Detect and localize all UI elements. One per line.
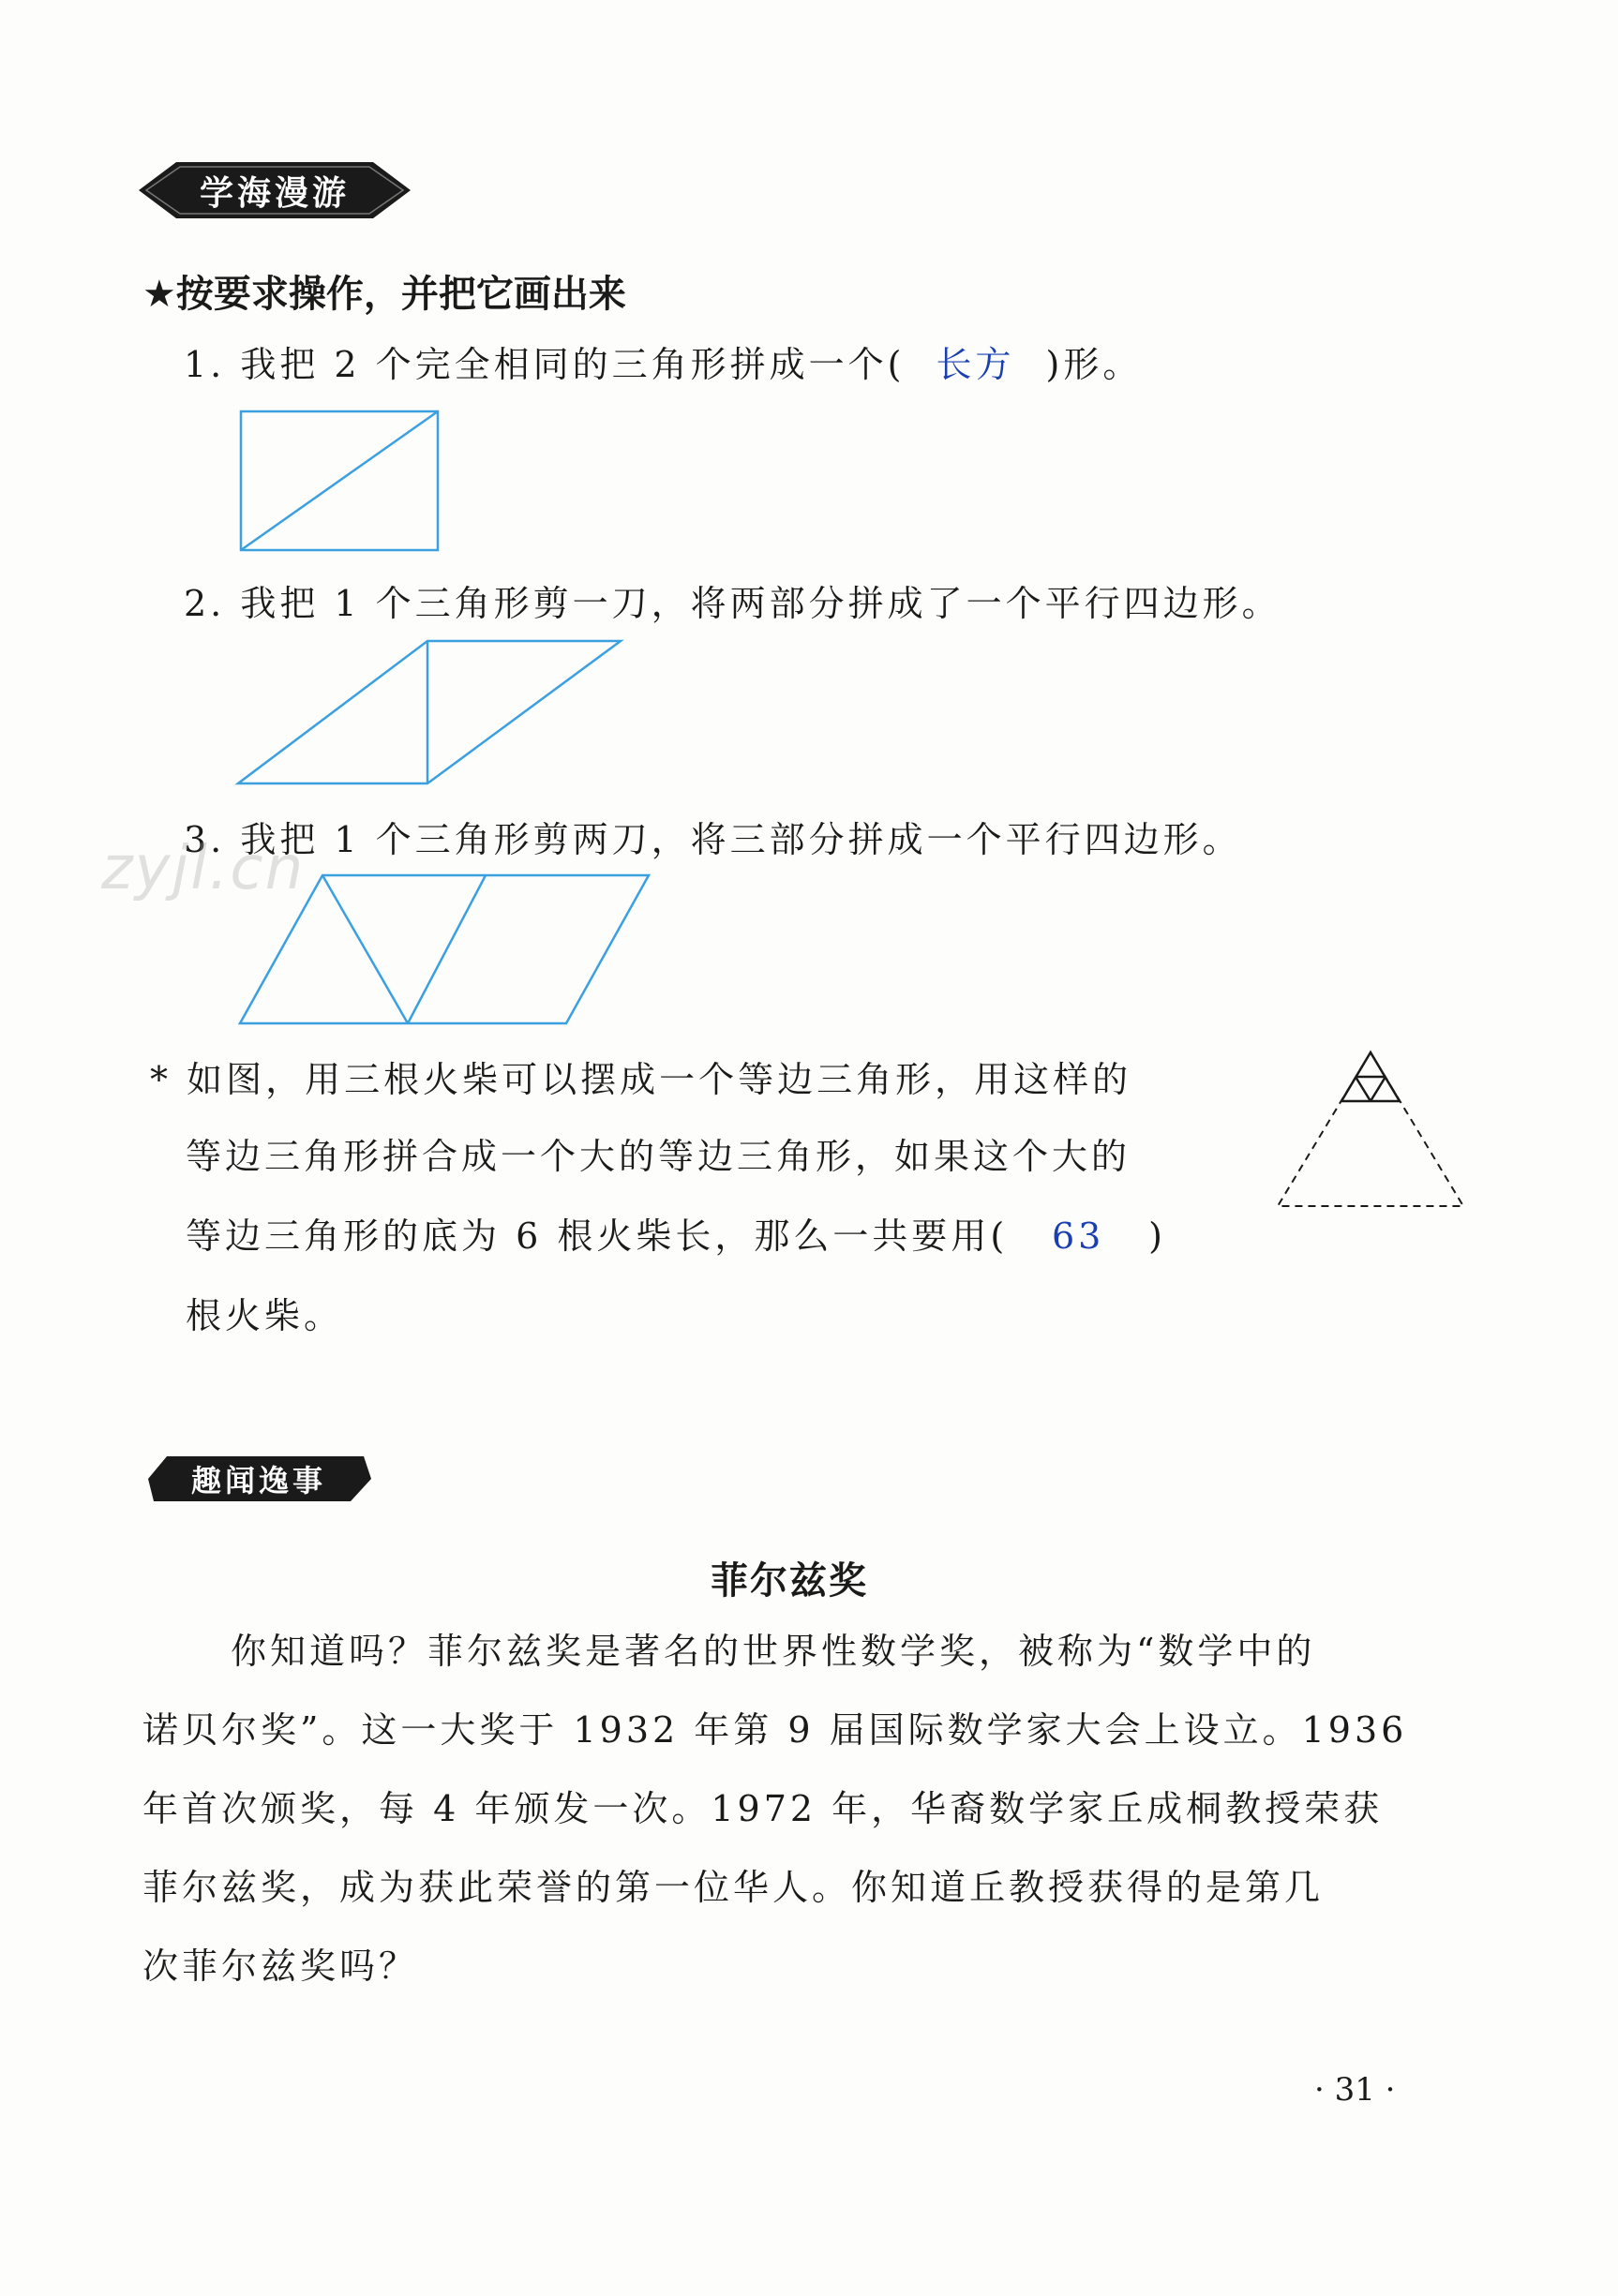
q1-answer: 长方 <box>936 344 1015 385</box>
question-4-line-2: 等边三角形拼合成一个大的等边三角形，如果这个大的 <box>186 1136 1131 1177</box>
rectangle-drawing <box>239 408 445 558</box>
matchstick-triangle-figure <box>1270 1045 1472 1214</box>
q4-answer: 63 <box>1051 1215 1105 1257</box>
q1-prefix: 1. 我把 2 个完全相同的三角形拼成一个( <box>184 344 906 385</box>
question-2: 2. 我把 1 个三角形剪一刀，将两部分拼成了一个平行四边形。 <box>184 583 1281 624</box>
q1-suffix: )形。 <box>1045 344 1143 385</box>
article-line-2: 诺贝尔奖”。这一大奖于 1932 年第 9 届国际数学家大会上设立。1936 <box>142 1709 1408 1751</box>
question-4-line-1: * 如图，用三根火柴可以摆成一个等边三角形，用这样的 <box>150 1059 1132 1100</box>
article-line-3: 年首次颁奖，每 4 年颁发一次。1972 年，华裔数学家丘成桐教授荣获 <box>142 1788 1384 1829</box>
question-3: 3. 我把 1 个三角形剪两刀，将三部分拼成一个平行四边形。 <box>184 819 1242 860</box>
q4-suffix: ) <box>1148 1215 1166 1257</box>
article-line-1: 你知道吗？菲尔兹奖是著名的世界性数学奖，被称为“数学中的 <box>231 1631 1316 1672</box>
parallelogram-drawing-1 <box>234 637 628 797</box>
page-number: · 31 · <box>1314 2071 1396 2109</box>
section-banner-quwen <box>142 1451 375 1507</box>
section-banner-xuehai <box>139 157 411 223</box>
q4-prefix: 等边三角形的底为 6 根火柴长，那么一共要用( <box>186 1215 1009 1257</box>
question-4-line-4: 根火柴。 <box>186 1295 344 1336</box>
banner-label-2: 趣闻逸事 <box>190 1463 326 1498</box>
article-title: 菲尔兹奖 <box>711 1559 868 1603</box>
parallelogram-drawing-2 <box>234 872 656 1031</box>
article-line-5: 次菲尔兹奖吗？ <box>142 1946 419 1987</box>
article-line-4: 菲尔兹奖，成为获此荣誉的第一位华人。你知道丘教授获得的是第几 <box>142 1867 1325 1908</box>
question-4-line-3 <box>186 1215 1166 1257</box>
question-1 <box>184 344 1143 385</box>
task-heading: ★按要求操作，并把它画出来 <box>142 273 626 316</box>
banner-label: 学海漫游 <box>199 173 350 213</box>
watermark: zyjl.cn <box>101 834 306 903</box>
